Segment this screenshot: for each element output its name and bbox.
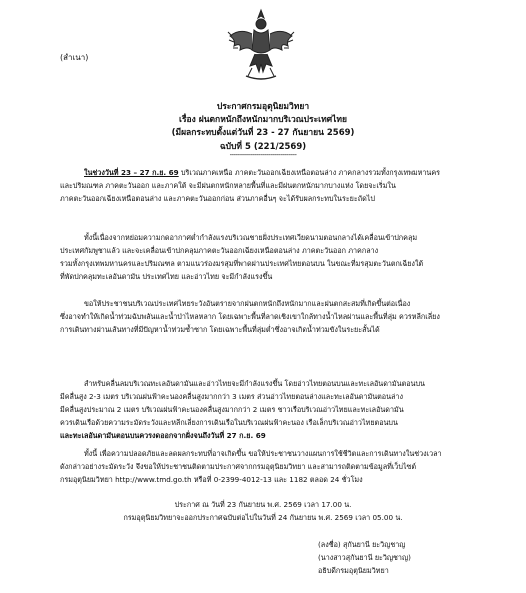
paragraph-3-line-2: ซึ่งอาจทำให้เกิดน้ำท่วมฉับพลันและน้ำป่าไหลหลาก โดยเฉพาะพื้นที่ลาดเชิงเขาใกล้ทางน้ำไหลผ่านและพื้นที่ลุ่ม ควรหลีกเลี่ยง [60,312,440,321]
paragraph-5 [60,447,480,486]
garuda-emblem-icon [226,6,296,86]
paragraph-4-line-5: และทะเลอันดามันตอนบนควรงดออกจากฝั่งจนถึงวันที่ 27 ก.ย. 69 [60,431,266,440]
paragraph-2-line-2: ประเทศกัมพูชาแล้ว และจะเคลื่อนเข้าปกคลุมภาคตะวันออกเฉียงเหนือตอนล่าง ภาคตะวันออก ภาคกลาง [60,246,379,255]
paragraph-1-line-2: และปริมณฑล ภาคตะวันออก และภาคใต้ จะมีฝนตกหนักหลายพื้นที่และมีฝนตกหนักมากบางแห่ง โดยจะเริ่มใน [60,181,396,190]
paragraph-1-line-1: บริเวณภาคเหนือ ภาคตะวันออกเฉียงเหนือตอนล่าง ภาคกลางรวมทั้งกรุงเทพมหานคร [178,168,441,177]
paragraph-2-line-3: รวมทั้งกรุงเทพมหานครและปริมณฑล ตามแนวร่องมรสุมที่พาดผ่านประเทศไทยตอนบน ในขณะที่มรสุมตะวันตกเฉียงใต้ [60,259,424,268]
paragraph-3-line-1: ขอให้ประชาชนบริเวณประเทศไทยระวังอันตรายจากฝนตกหนักถึงหนักมากและฝนตกสะสมที่เกิดขึ้นต่อเนื่อง [84,299,411,308]
issue-info [0,498,526,524]
paragraph-4-line-1: สำหรับคลื่นลมบริเวณทะเลอันดามันและอ่าวไทยจะมีกำลังแรงขึ้น โดยอ่าวไทยตอนบนและทะเลอันดามันตอนบน [84,379,425,388]
paragraph-1-line-3: ภาคตะวันออกเฉียงเหนือตอนล่าง และภาคตะวันออกก่อน ส่วนภาคอื่นๆ จะได้รับผลกระทบในระยะถัดไป [60,194,375,203]
title-line-1: ประกาศกรมอุตุนิยมวิทยา [216,102,310,112]
next-issue: กรมอุตุนิยมวิทยาจะออกประกาศฉบับต่อไปในวันที่ 24 กันยายน พ.ศ. 2569 เวลา 05.00 น. [123,513,403,522]
paragraph-4-line-4: ควรเดินเรือด้วยความระมัดระวังและหลีกเลี่ยงการเดินเรือในบริเวณฝนฟ้าคะนอง เรือเล็กบริเวณอ่าวไทยตอนบน [60,418,398,427]
signature-line: (ลงชื่อ) สุกันยานี ยะวิญชาญ [318,540,406,549]
paragraph-5-line-3: กรมอุตุนิยมวิทยา http://www.tmd.go.th หรือที่ 0-2399-4012-13 และ 1182 ตลอด 24 ชั่วโมง [60,475,363,484]
paragraph-2 [60,231,480,283]
paragraph-4 [60,377,480,442]
paragraph-1-lead: ในช่วงวันที่ 23 – 27 ก.ย. 69 [84,168,179,177]
paragraph-1 [60,166,480,205]
title-line-4: ฉบับที่ 5 (221/2569) [219,142,307,152]
signature-block [318,538,411,577]
signatory-name: (นางสาวสุกันยานี ยะวิญชาญ) [318,553,411,562]
paragraph-5-line-2: ดังกล่าวอย่างระมัดระวัง จึงขอให้ประชาชนติดตามประกาศจากกรมอุตุนิยมวิทยา และสามารถติดตามข้อมูลที่เว็บไซต์ [60,462,417,471]
divider: --------------------------------- [229,151,297,159]
paragraph-2-line-4: ที่พัดปกคลุมทะเลอันดามัน ประเทศไทย และอ่าวไทย จะมีกำลังแรงขึ้น [60,272,273,281]
paragraph-2-line-1: ทั้งนี้เนื่องจากหย่อมความกดอากาศต่ำกำลังแรงบริเวณชายฝั่งประเทศเวียดนามตอนกลางได้เคลื่อนเข้าปกคลุม [84,233,418,242]
title-line-2: เรื่อง ฝนตกหนักถึงหนักมากบริเวณประเทศไทย [179,115,347,125]
paragraph-4-line-3: มีคลื่นสูงประมาณ 2 เมตร บริเวณฝนฟ้าคะนองคลื่นสูงมากกว่า 2 เมตร ชาวเรือบริเวณอ่าวไทยและทะเลอันดามัน [60,405,404,414]
signatory-title: อธิบดีกรมอุตุนิยมวิทยา [318,566,389,575]
copy-label: (สำเนา) [60,53,89,62]
paragraph-4-line-2: มีคลื่นสูง 2-3 เมตร บริเวณฝนฟ้าคะนองคลื่นสูงมากกว่า 3 เมตร ส่วนอ่าวไทยตอนล่างและทะเลอันดามันตอนล่าง [60,392,403,401]
paragraph-3-line-3: การเดินทางผ่านเส้นทางที่มีปัญหาน้ำท่วมซ้ำซาก โดยเฉพาะพื้นที่ลุ่มต่ำซึ่งอาจเกิดน้ำท่วมขังในระยะสั้นได้ [60,325,380,334]
issue-date: ประกาศ ณ วันที่ 23 กันยายน พ.ศ. 2569 เวลา 17.00 น. [174,500,352,509]
title-line-3: (มีผลกระทบตั้งแต่วันที่ 23 - 27 กันยายน 2569) [171,128,355,138]
paragraph-3 [60,297,480,336]
paragraph-5-line-1: ทั้งนี้ เพื่อความปลอดภัยและลดผลกระทบที่อาจเกิดขึ้น ขอให้ประชาชนวางแผนการใช้ชีวิตและการเดินทางในช่วงเวลา [84,449,442,458]
